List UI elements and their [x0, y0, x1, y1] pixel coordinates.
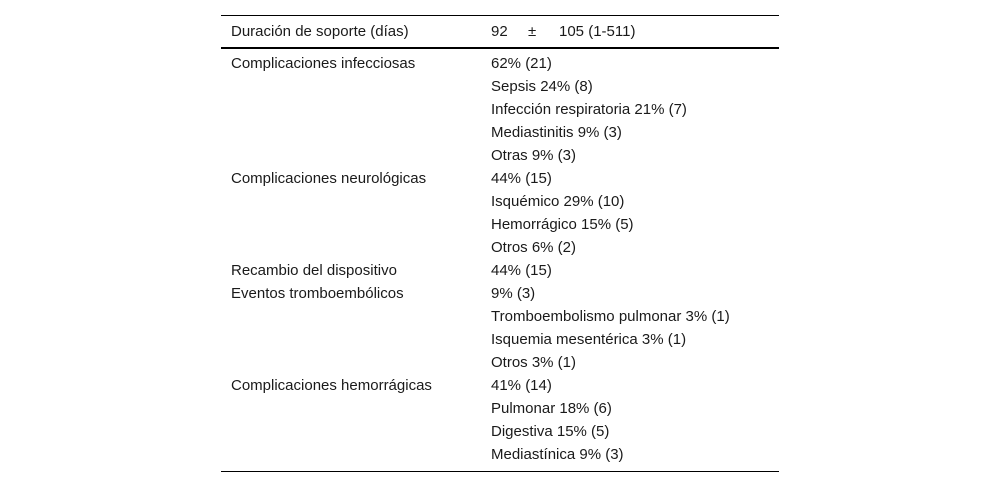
row-value: Isquémico 29% (10): [491, 193, 625, 210]
table-row: [221, 52, 779, 75]
table-row: [221, 144, 779, 167]
table-row: [221, 259, 779, 282]
table-body: [221, 49, 779, 471]
row-value: Mediastinitis 9% (3): [491, 124, 622, 141]
row-label: Complicaciones infecciosas: [231, 55, 416, 72]
table-row: [221, 121, 779, 144]
table-header-row: [221, 16, 779, 47]
row-value: Infección respiratoria 21% (7): [491, 101, 687, 118]
complications-table: [221, 15, 779, 472]
row-value: Otras 9% (3): [491, 147, 577, 164]
table-row: [221, 328, 779, 351]
row-label: Complicaciones hemorrágicas: [231, 377, 432, 394]
table-row: [221, 190, 779, 213]
row-label: Recambio del dispositivo: [231, 262, 397, 279]
header-sd-range: 105 (1-511): [559, 23, 636, 40]
table-row: [221, 351, 779, 374]
row-value: Otros 3% (1): [491, 354, 577, 371]
row-value: Otros 6% (2): [491, 239, 577, 256]
row-value: Digestiva 15% (5): [491, 423, 610, 440]
table-row: [221, 420, 779, 443]
table-row: [221, 397, 779, 420]
row-value: 44% (15): [491, 170, 552, 187]
row-label: Complicaciones neurológicas: [231, 170, 427, 187]
row-value: 41% (14): [491, 377, 552, 394]
header-label: Duración de soporte (días): [231, 23, 409, 40]
table-row: [221, 213, 779, 236]
row-value: Hemorrágico 15% (5): [491, 216, 634, 233]
row-value: Mediastínica 9% (3): [491, 446, 624, 463]
row-label: Eventos tromboembólicos: [231, 285, 404, 302]
row-value: 9% (3): [491, 285, 536, 302]
table-row: [221, 282, 779, 305]
row-value: Sepsis 24% (8): [491, 78, 593, 95]
table-row: [221, 236, 779, 259]
row-value: Tromboembolismo pulmonar 3% (1): [491, 308, 730, 325]
header-plus-minus: ±: [528, 23, 537, 40]
header-mean: 92: [491, 23, 508, 40]
table-row: [221, 305, 779, 328]
table-bottom-rule: [221, 471, 779, 472]
row-value: Isquemia mesentérica 3% (1): [491, 331, 687, 348]
table-row: [221, 75, 779, 98]
table-row: [221, 443, 779, 466]
row-value: 62% (21): [491, 55, 552, 72]
table-row: [221, 98, 779, 121]
table-row: [221, 167, 779, 190]
table-row: [221, 374, 779, 397]
row-value: 44% (15): [491, 262, 552, 279]
row-value: Pulmonar 18% (6): [491, 400, 612, 417]
